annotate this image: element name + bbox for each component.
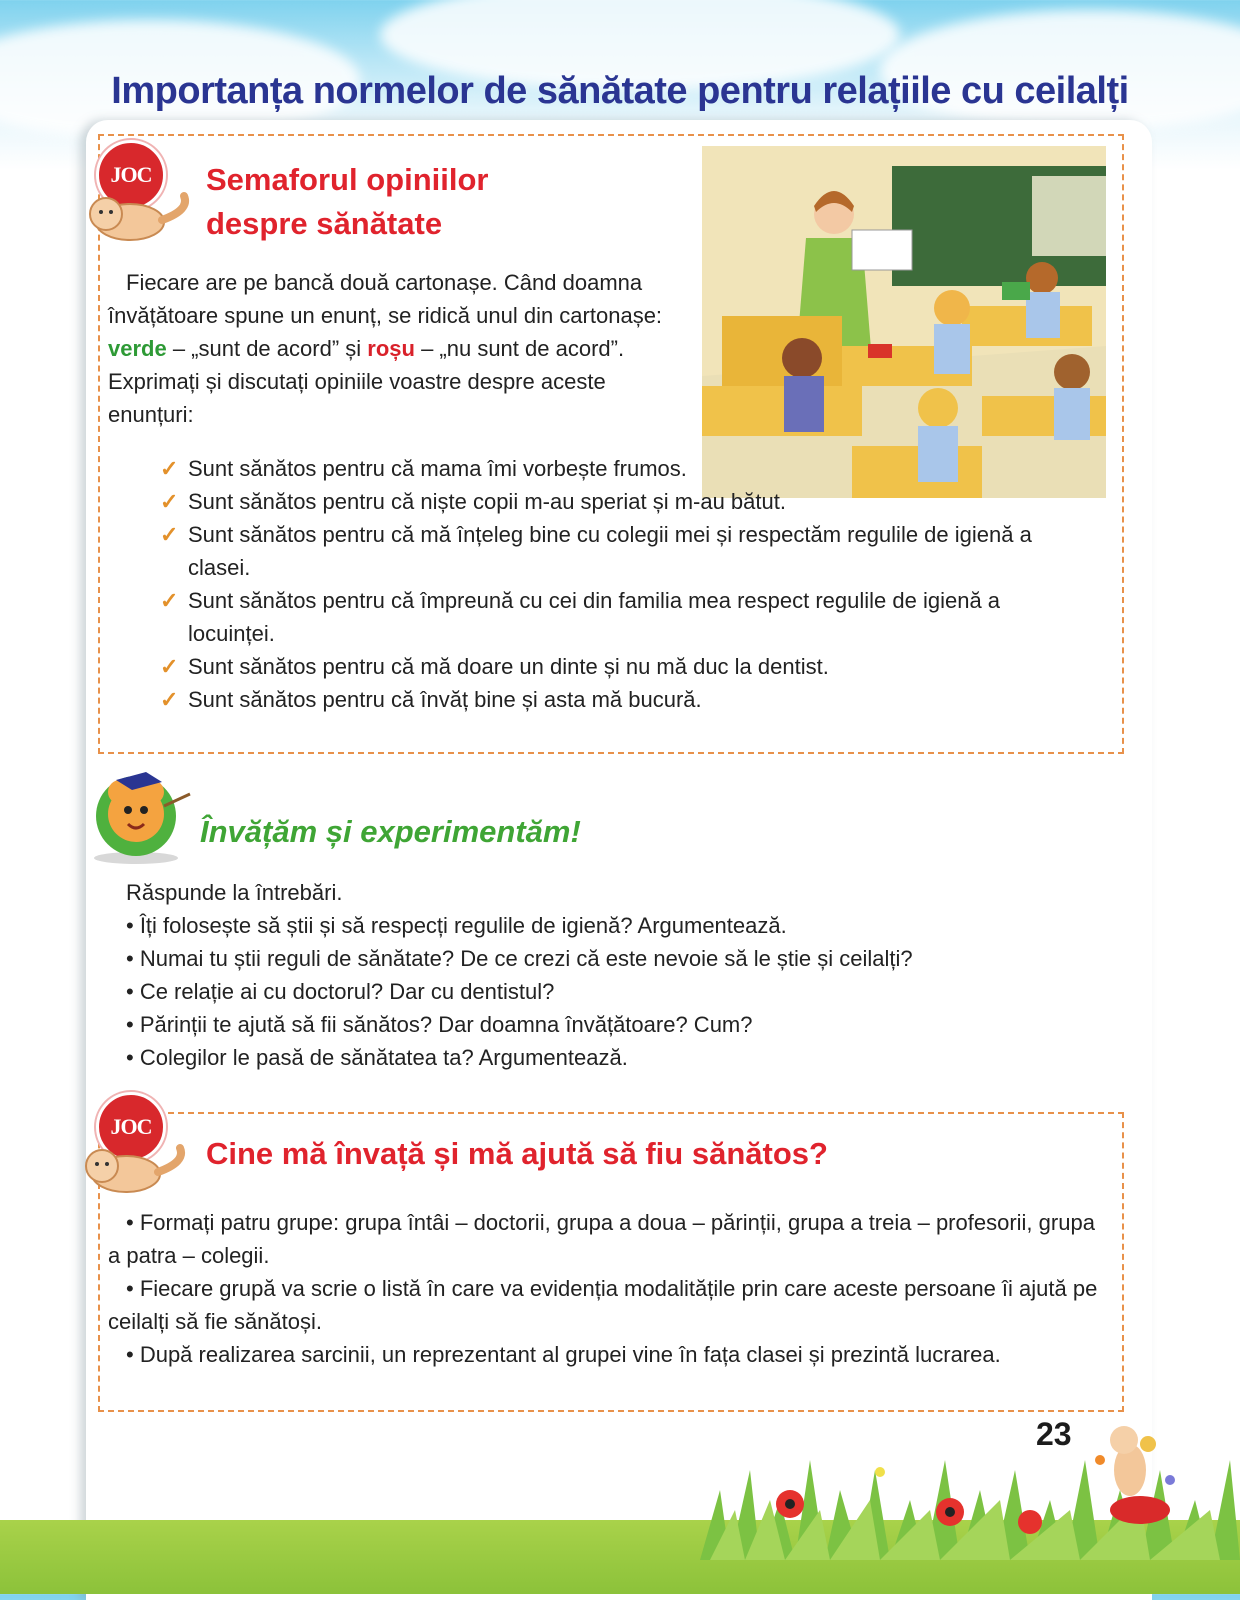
cat-icon [80, 190, 200, 250]
list-item-text: Sunt sănătos pentru că niște copii m-au speriat și m-au bătut. [188, 489, 786, 514]
paragraph: • După realizarea sarcinii, un reprezentant al grupei vine în fața clasei și prezintă lucrarea. [126, 1342, 1001, 1367]
checkmark-icon: ✓ [160, 456, 179, 481]
checkmark-icon: ✓ [160, 588, 179, 613]
section2-lead: Răspunde la întrebări. [126, 880, 343, 905]
list-item: • Colegilor le pasă de sănătatea ta? Argumentează. [126, 1045, 628, 1070]
checkmark-icon: ✓ [160, 489, 179, 514]
list-item-text: Sunt sănătos pentru că mă înțeleg bine cu colegii mei și respectăm regulile de igienă a clasei. [188, 522, 1032, 580]
opinion-list [160, 452, 1100, 716]
question-list [126, 909, 1106, 1074]
list-item [160, 518, 1058, 584]
grass-flowers-decoration [700, 1400, 1240, 1560]
checkmark-icon: ✓ [160, 687, 179, 712]
paragraph: • Fiecare grupă va scrie o listă în care va evidenția modalitățile prin care aceste persoane îi ajută pe ceilalți să fie sănătoși. [108, 1276, 1098, 1334]
classroom-illustration [702, 146, 1106, 498]
section3-body [108, 1206, 1108, 1371]
intro-part1: Fiecare are pe bancă două cartonașe. Când doamna învățătoare spune un enunț, se ridică unul din cartonașe: [108, 270, 663, 328]
section1-title-line2: despre sănătate [206, 206, 443, 241]
cat-icon [76, 1142, 196, 1202]
list-item: • Părinții te ajută să fii sănătos? Dar doamna învățătoare? Cum? [126, 1012, 753, 1037]
joc-badge: JOC [96, 140, 166, 210]
list-item: • Îți folosește să știi și să respecți regulile de igienă? Argumentează. [126, 913, 787, 938]
list-item [160, 485, 1100, 518]
list-item: • Ce relație ai cu doctorul? Dar cu dentistul? [126, 979, 555, 1004]
list-item-text: Sunt sănătos pentru că mă doare un dinte și nu mă duc la dentist. [188, 654, 829, 679]
list-item [160, 452, 688, 485]
section1-title-line1: Semaforul opiniilor [206, 162, 489, 197]
list-item: • Numai tu știi reguli de sănătate? De ce crezi că este nevoie să le știe și ceilalți? [126, 946, 913, 971]
intro-part2: – „sunt de acord” și [166, 336, 368, 361]
joc-badge: JOC [96, 1092, 166, 1162]
mouse-mascot-icon [86, 766, 196, 866]
section1-intro [108, 266, 688, 431]
list-item-text: Sunt sănătos pentru că mama îmi vorbește frumos. [188, 456, 687, 481]
green-word: verde [108, 336, 167, 361]
list-item [160, 683, 1100, 716]
intro-part3: – „nu sunt de acord”. Exprimați și discutați opiniile voastre despre aceste enunțuri: [108, 336, 625, 427]
page-title: Importanța normelor de sănătate pentru relațiile cu ceilalți [111, 70, 1129, 112]
checkmark-icon: ✓ [160, 522, 179, 547]
page-number: 23 [1036, 1416, 1072, 1452]
section3-title: Cine mă învață și mă ajută să fiu sănătos? [206, 1136, 828, 1171]
red-word: roșu [367, 336, 415, 361]
section1-title [206, 158, 488, 246]
list-item-text: Sunt sănătos pentru că învăț bine și asta mă bucură. [188, 687, 702, 712]
section2-title: Învățăm și experimentăm! [200, 814, 581, 849]
list-item [160, 650, 1100, 683]
list-item [160, 584, 1028, 650]
checkmark-icon: ✓ [160, 654, 179, 679]
list-item-text: Sunt sănătos pentru că împreună cu cei din familia mea respect regulile de igienă a locuinței. [188, 588, 1001, 646]
paragraph: • Formați patru grupe: grupa întâi – doctorii, grupa a doua – părinții, grupa a treia – profesorii, grupa a patra – colegii. [108, 1210, 1095, 1268]
section2-body [126, 876, 1106, 1074]
